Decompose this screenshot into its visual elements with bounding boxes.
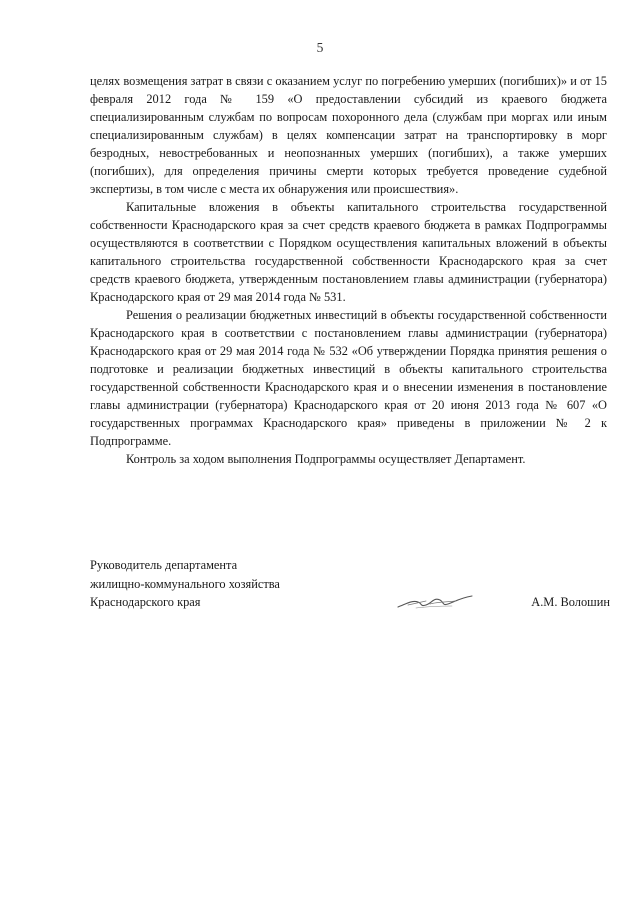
signatory-position-line-1: Руководитель департамента: [90, 558, 238, 572]
signature-row: [90, 593, 610, 612]
paragraph-1: целях возмещения затрат в связи с оказанием услуг по погребению умерших (погибших)» и от 15 февраля 2012 года № 159 «О предоставлении субсидий из краевого бюджета специализированным службам по вопросам похоронного дела (службам при моргах или иным специализированным службам) в целях компенсации затрат на транспортировку в морг безродных, невостребованных и неопознанных умерших (погибших), а также умерших (погибших), для определения причины смерти которых требуется проведение судебной экспертизы, в том числе с места их обнаружения или происшествия».: [90, 74, 607, 196]
signatory-position-line-3: Краснодарского края: [90, 595, 201, 609]
paragraph-3: Решения о реализации бюджетных инвестиций в объекты государственной собственности Краснодарского края в соответствии с постановлением главы администрации (губернатора) Краснодарского края от 29 мая 2014 года № 532 «Об утверждении Порядка принятия решения о подготовке и реализации бюджетных инвестиций в объекты капитального строительства государственной собственности Краснодарского края и о внесении изменения в постановление главы администрации (губернатора) Краснодарского края от 20 июня 2013 года № 607 «О государственных программах Краснодарского края» приведены в приложении № 2 к Подпрограмме.: [90, 308, 607, 448]
page-number: 5: [316, 40, 324, 55]
body-text: [90, 72, 607, 468]
handwritten-signature: [396, 587, 474, 613]
signature-block: [90, 556, 610, 612]
signatory-name: А.М. Волошин: [531, 595, 610, 609]
signatory-position-line-2: жилищно-коммунального хозяйства: [90, 576, 280, 591]
paragraph-4: Контроль за ходом выполнения Подпрограммы осуществляет Департамент.: [126, 452, 526, 466]
paragraph-2: Капитальные вложения в объекты капитального строительства государственной собственности Краснодарского края за счет средств краевого бюджета в рамках Подпрограммы осуществляются в соответствии с Порядком осуществления капитальных вложений в объекты капитального строительства государственной собственности Краснодарского края за счет средств краевого бюджета, утвержденным постановлением главы администрации (губернатора) Краснодарского края от 29 мая 2014 года № 531.: [90, 200, 607, 304]
